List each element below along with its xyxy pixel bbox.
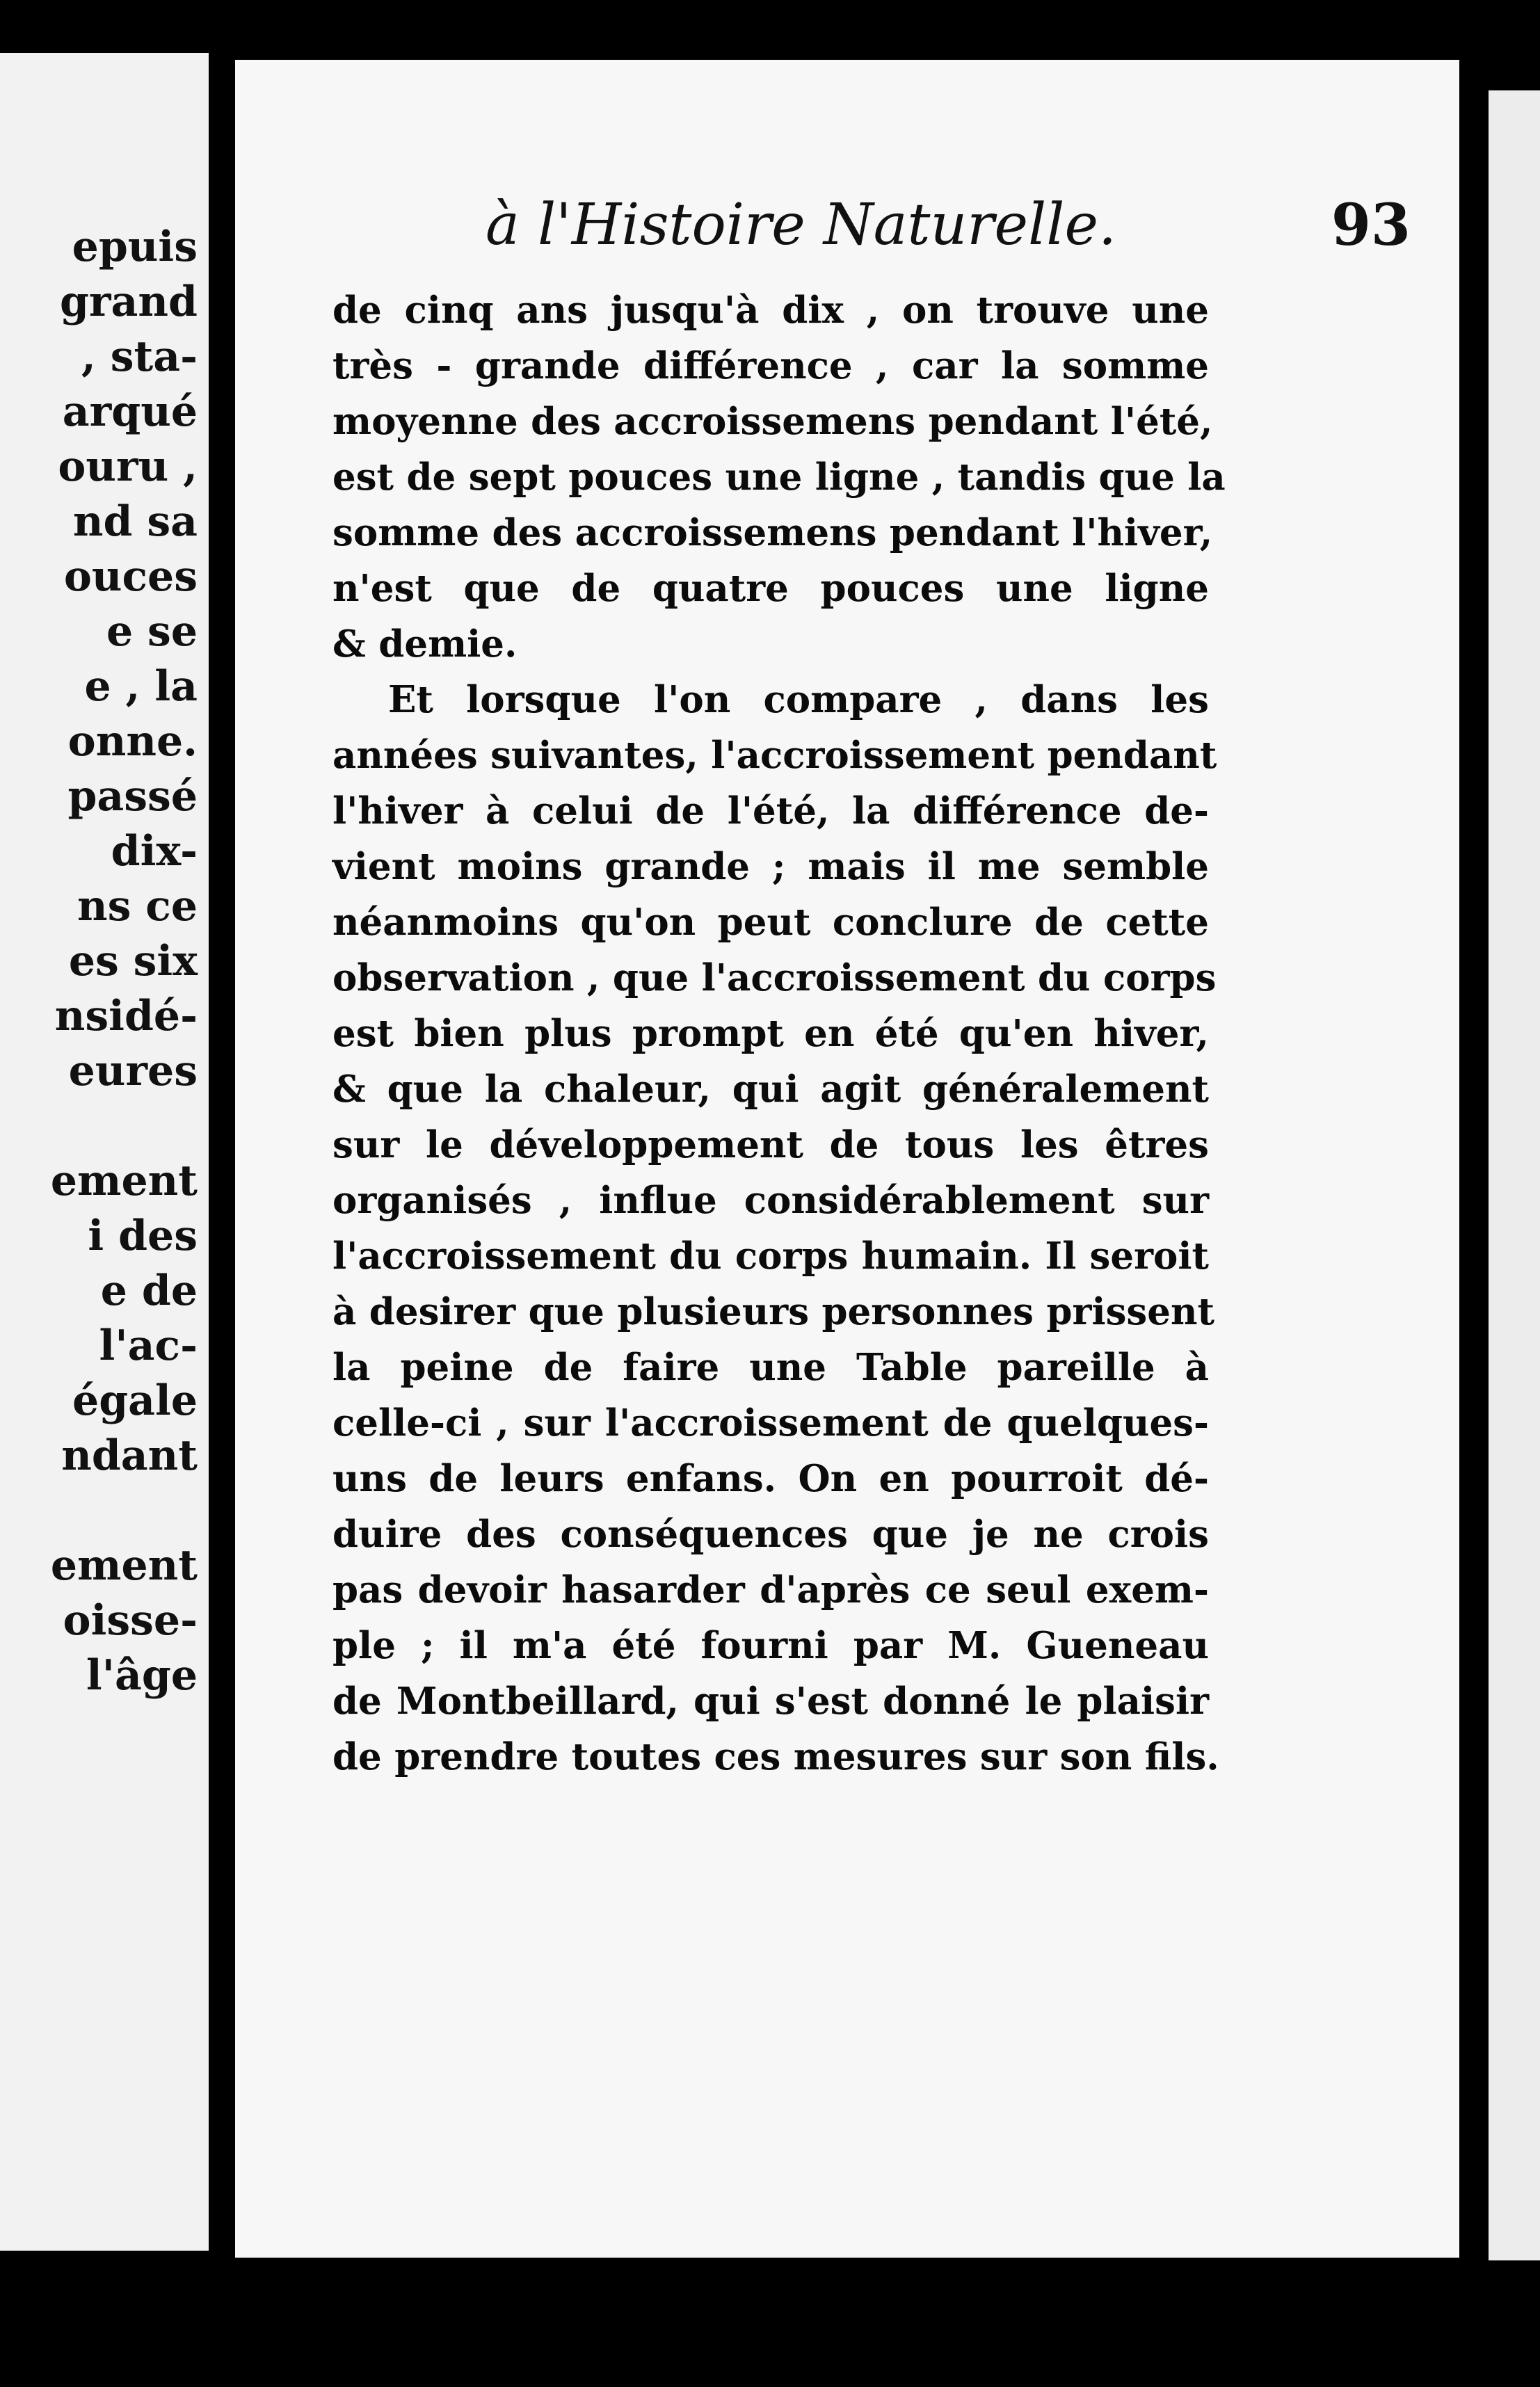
left-page-fragment: nsidé- xyxy=(54,992,198,1040)
text-line: sur le développement de tous les êtres xyxy=(332,1123,1209,1166)
text-line: années suivantes, l'accroissement pendant xyxy=(332,734,1217,777)
text-line: l'accroissement du corps humain. Il seroit xyxy=(332,1235,1209,1278)
text-line: moyenne des accroissemens pendant l'été, xyxy=(332,400,1213,443)
left-page-fragment: epuis xyxy=(72,223,198,271)
left-page-fragment: ns ce xyxy=(77,882,198,931)
running-head: à l'Histoire Naturelle. xyxy=(486,192,1117,258)
text-line: vient moins grande ; mais il me semble xyxy=(332,845,1209,888)
text-line: la peine de faire une Table pareille à xyxy=(332,1346,1209,1389)
next-page-edge xyxy=(1489,90,1540,2260)
text-line: de prendre toutes ces mesures sur son fils. xyxy=(332,1735,1219,1778)
text-line: organisés , influe considérablement sur xyxy=(332,1179,1209,1222)
text-line: néanmoins qu'on peut conclure de cette xyxy=(332,901,1209,944)
left-page-fragment: ouru , xyxy=(58,442,198,491)
left-page-fragment: ndant xyxy=(61,1431,198,1480)
left-page-fragment: ouces xyxy=(63,552,198,601)
text-line: l'hiver à celui de l'été, la différence de- xyxy=(332,789,1209,833)
left-page-fragment: eures xyxy=(68,1047,198,1095)
book-page xyxy=(235,60,1459,2258)
left-page-fragment: , sta- xyxy=(81,332,198,381)
left-page-fragment: nd sa xyxy=(72,497,198,546)
left-page-fragment: ement xyxy=(50,1541,198,1590)
left-page-fragment: e , la xyxy=(84,662,198,711)
text-line: n'est que de quatre pouces une ligne xyxy=(332,567,1209,610)
text-line: à desirer que plusieurs personnes prissent xyxy=(332,1290,1214,1333)
text-line: observation , que l'accroissement du corps xyxy=(332,956,1217,999)
text-line: de Montbeillard, qui s'est donné le plaisir xyxy=(332,1680,1209,1723)
left-page-fragment: grand xyxy=(59,278,198,326)
left-page-fragment: égale xyxy=(72,1376,198,1425)
left-page-fragment: e se xyxy=(106,607,198,656)
left-page-fragment: dix- xyxy=(111,827,198,876)
left-page-fragment: es six xyxy=(68,937,198,986)
text-line: duire des conséquences que je ne crois xyxy=(332,1513,1209,1556)
left-page-fragment: l'âge xyxy=(86,1651,198,1700)
text-line: pas devoir hasarder d'après ce seul exem- xyxy=(332,1568,1209,1612)
left-page-fragment: i des xyxy=(88,1212,198,1260)
text-line: est de sept pouces une ligne , tandis que la xyxy=(332,456,1226,499)
text-line: & demie. xyxy=(332,622,518,666)
text-line: celle-ci , sur l'accroissement de quelques- xyxy=(332,1401,1209,1445)
left-page-fragment: oisse- xyxy=(63,1596,198,1645)
left-page-fragment: onne. xyxy=(67,717,198,766)
text-line: uns de leurs enfans. On en pourroit dé- xyxy=(332,1457,1209,1500)
left-page-fragment: arqué xyxy=(62,387,198,436)
previous-page-fragment xyxy=(0,53,209,2251)
text-line: ple ; il m'a été fourni par M. Gueneau xyxy=(332,1624,1209,1667)
text-line: très - grande différence , car la somme xyxy=(332,344,1209,387)
left-page-fragment: e de xyxy=(100,1267,198,1315)
left-page-fragment: ement xyxy=(50,1157,198,1205)
text-line: Et lorsque l'on compare , dans les xyxy=(388,678,1209,721)
page-number: 93 xyxy=(1331,192,1411,259)
left-page-fragment: l'ac- xyxy=(99,1321,198,1370)
text-line: de cinq ans jusqu'à dix , on trouve une xyxy=(332,289,1209,332)
text-line: somme des accroissemens pendant l'hiver, xyxy=(332,511,1213,554)
left-page-fragment: passé xyxy=(67,772,198,821)
page-body xyxy=(332,282,1226,1785)
text-line: est bien plus prompt en été qu'en hiver, xyxy=(332,1012,1209,1055)
text-line: & que la chaleur, qui agit généralement xyxy=(332,1068,1209,1111)
